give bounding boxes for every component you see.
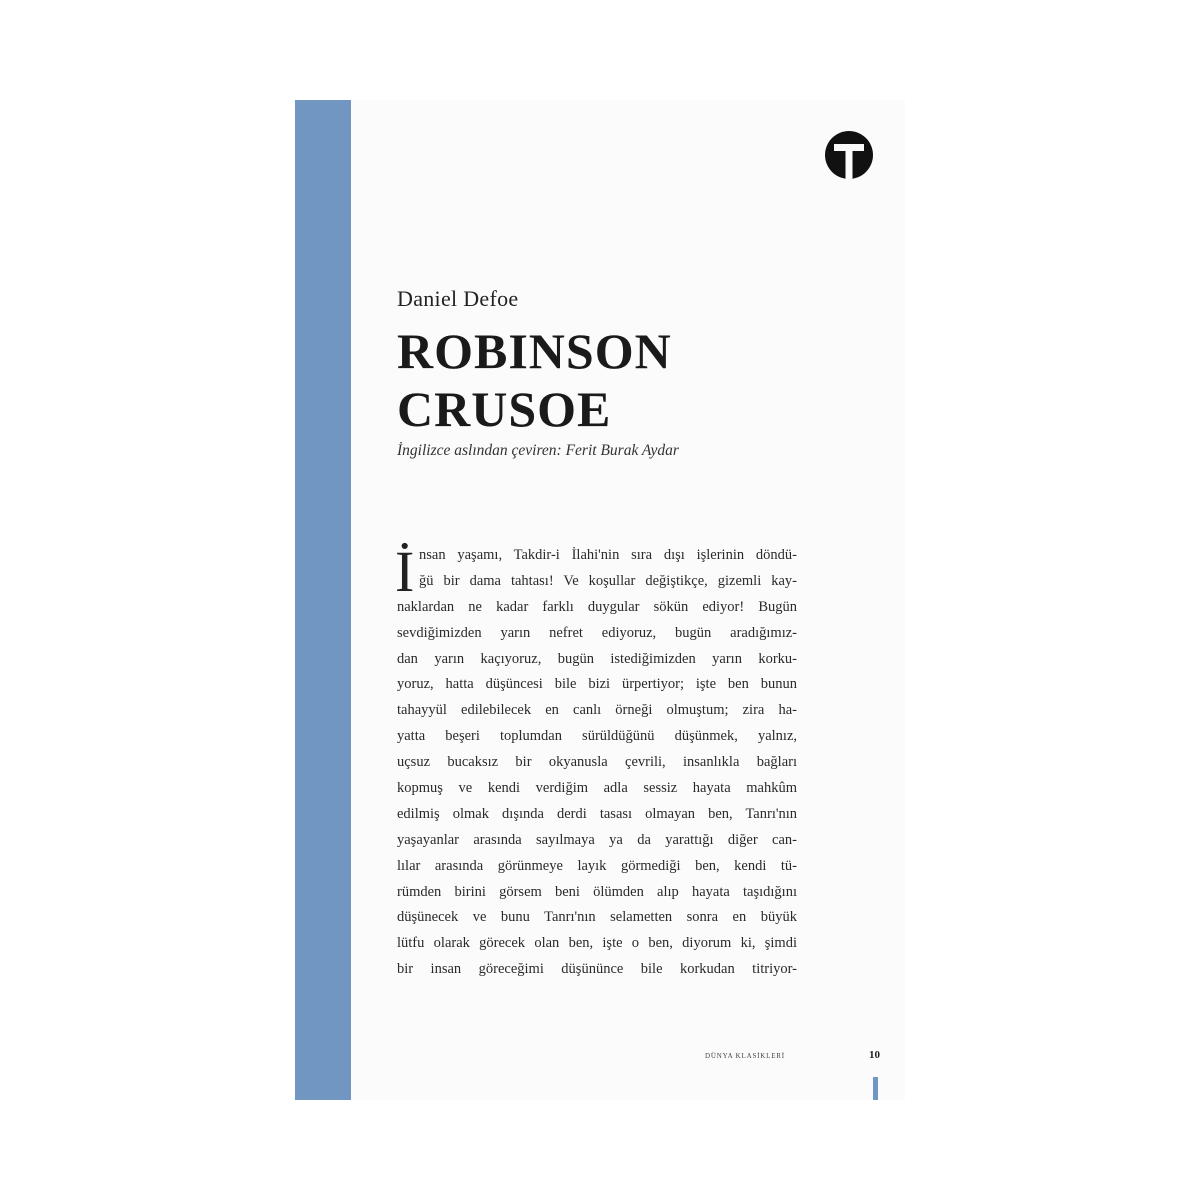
text-line: nsan yaşamı, Takdir-i İlahi'nin sıra dışı işlerinin döndü- <box>419 547 797 563</box>
corner-color-mark <box>873 1077 878 1100</box>
translator-credit: İngilizce aslından çeviren: Ferit Burak Aydar <box>397 442 679 459</box>
text-line: yatta beşeri toplumdan sürüldüğünü düşünmek, yalnız, <box>397 728 797 745</box>
text-line: ğü bir dama tahtası! Ve koşullar değiştikçe, gizemli kay- <box>419 572 797 589</box>
text-line: rümden birini görsem beni ölümden alıp hayata taşıdığını <box>397 883 797 900</box>
title-line: ROBINSON <box>397 323 672 379</box>
text-line: bir insan göreceğimi düşününce bile korkudan titriyor- <box>397 961 797 978</box>
text-line: düşünecek ve bunu Tanrı'nın selametten sonra en büyük <box>397 909 797 926</box>
text-line: yaşayanlar arasında sayılmaya ya da yarattığı diğer can- <box>397 831 797 848</box>
text-line: yoruz, hatta düşüncesi bile bizi ürpertiyor; işte ben bunun <box>397 676 797 693</box>
cover-spine-band <box>295 100 351 1100</box>
title-line: CRUSOE <box>397 381 612 437</box>
text-line: uçsuz bucaksız bir okyanusla çevrili, insanlıkla bağları <box>397 754 797 771</box>
page-number: 10 <box>869 1049 880 1061</box>
series-label: DÜNYA KLASİKLERİ <box>705 1052 785 1060</box>
book-page <box>295 100 905 1100</box>
text-line: edilmiş olmak dışında derdi tasası olmayan ben, Tanrı'nın <box>397 805 797 822</box>
text-line: lütfu olarak görecek olan ben, işte o ben, diyorum ki, şimdi <box>397 935 797 952</box>
drop-cap: İ <box>395 539 415 604</box>
text-line: sevdiğimizden yarın nefret ediyoruz, bugün aradığımız- <box>397 624 797 641</box>
text-line: tahayyül edilebilecek en canlı örneği olmuştum; zira ha- <box>397 702 797 719</box>
text-line: naklardan ne kadar farklı duygular sökün ediyor! Bugün <box>397 598 797 615</box>
book-title <box>397 322 672 438</box>
text-line: dan yarın kaçıyoruz, bugün istediğimizden yarın korku- <box>397 650 797 667</box>
text-line: lılar arasında görünmeye layık görmediği ben, kendi tü- <box>397 857 797 874</box>
author-name: Daniel Defoe <box>397 286 519 311</box>
body-text <box>395 539 797 983</box>
text-line: kopmuş ve kendi verdiğim adla sessiz hayata mahkûm <box>397 780 797 797</box>
publisher-logo-icon <box>824 130 874 180</box>
